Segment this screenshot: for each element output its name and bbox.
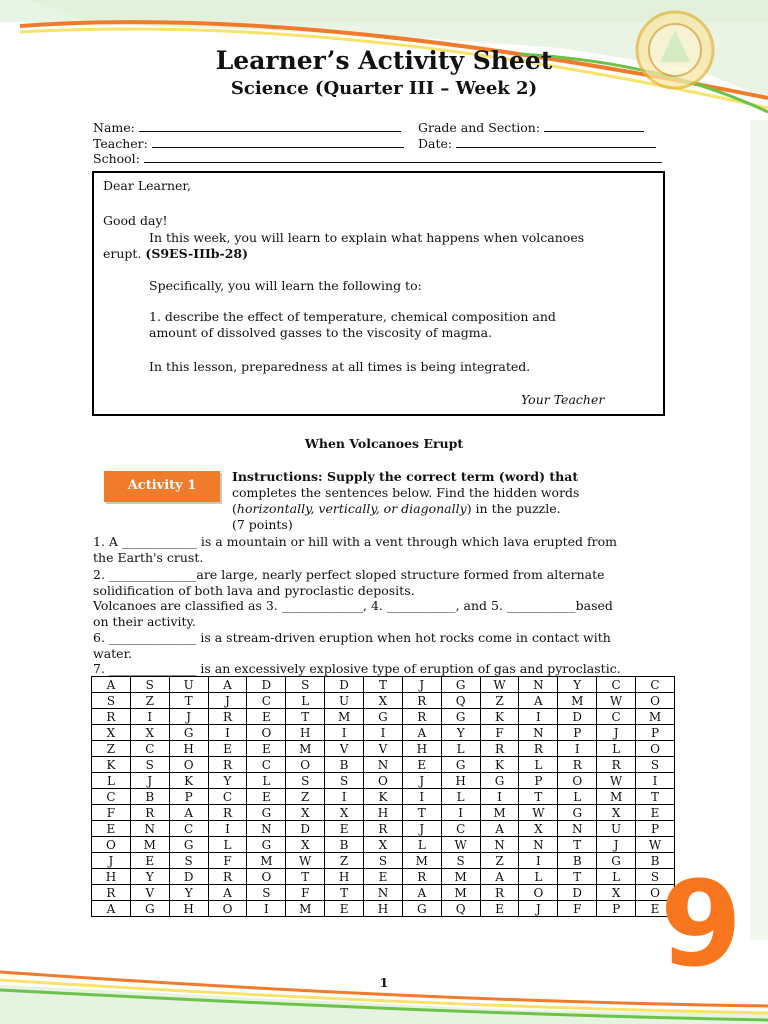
puzzle-cell[interactable]: Y — [441, 725, 480, 741]
instructions-directions: horizontally, vertically, or diagonally — [236, 501, 467, 516]
question-3-5-line-a: Volcanoes are classified as 3. _____________, 4. ___________, and 5. ___________based — [93, 598, 613, 613]
puzzle-cell[interactable]: M — [402, 853, 441, 869]
puzzle-cell[interactable]: Y — [169, 885, 208, 901]
puzzle-cell[interactable]: E — [247, 789, 286, 805]
puzzle-cell[interactable]: M — [558, 693, 597, 709]
puzzle-cell[interactable]: G — [441, 757, 480, 773]
puzzle-cell[interactable]: E — [636, 805, 675, 821]
puzzle-cell[interactable]: U — [169, 677, 208, 693]
puzzle-cell[interactable]: G — [480, 773, 519, 789]
puzzle-cell[interactable]: D — [325, 677, 364, 693]
puzzle-cell[interactable]: J — [519, 901, 558, 917]
puzzle-cell[interactable]: M — [441, 885, 480, 901]
puzzle-row — [92, 677, 675, 693]
puzzle-cell[interactable]: C — [169, 821, 208, 837]
question-3-5-line-b: on their activity. — [93, 614, 196, 629]
puzzle-row — [92, 741, 675, 757]
puzzle-cell[interactable]: R — [208, 757, 247, 773]
puzzle-cell[interactable]: I — [208, 725, 247, 741]
puzzle-cell[interactable]: R — [364, 821, 403, 837]
puzzle-cell[interactable]: W — [597, 773, 636, 789]
puzzle-cell[interactable]: C — [597, 709, 636, 725]
puzzle-cell[interactable]: O — [92, 837, 131, 853]
puzzle-cell[interactable]: J — [92, 853, 131, 869]
puzzle-cell[interactable]: R — [130, 805, 169, 821]
puzzle-cell[interactable]: R — [402, 693, 441, 709]
question-7 — [93, 661, 673, 677]
puzzle-cell[interactable]: W — [286, 853, 325, 869]
puzzle-cell[interactable]: S — [636, 869, 675, 885]
puzzle-cell[interactable]: E — [208, 741, 247, 757]
puzzle-cell[interactable]: E — [247, 741, 286, 757]
puzzle-cell[interactable]: C — [636, 677, 675, 693]
puzzle-cell[interactable]: G — [441, 677, 480, 693]
puzzle-cell[interactable]: J — [208, 693, 247, 709]
question-7-line: 7. ______________ is an excessively explosive type of eruption of gas and pyroclastic. — [93, 661, 621, 676]
puzzle-cell[interactable]: B — [636, 853, 675, 869]
instructions-bold: Instructions: Supply the correct term (word) that — [232, 469, 579, 484]
puzzle-cell[interactable]: G — [364, 709, 403, 725]
letter-signature: Your Teacher — [521, 392, 605, 407]
puzzle-cell[interactable]: L — [441, 789, 480, 805]
puzzle-cell[interactable]: J — [402, 773, 441, 789]
puzzle-cell[interactable]: N — [558, 821, 597, 837]
puzzle-cell[interactable]: L — [247, 773, 286, 789]
puzzle-cell[interactable]: K — [92, 757, 131, 773]
puzzle-cell[interactable]: H — [325, 869, 364, 885]
puzzle-cell[interactable]: R — [208, 869, 247, 885]
puzzle-cell[interactable]: L — [597, 869, 636, 885]
puzzle-row — [92, 837, 675, 853]
name-label: Name: — [93, 120, 135, 135]
teacher-field[interactable] — [93, 136, 404, 151]
puzzle-cell[interactable]: G — [130, 901, 169, 917]
puzzle-cell[interactable]: S — [286, 773, 325, 789]
puzzle-cell[interactable]: H — [286, 725, 325, 741]
puzzle-cell[interactable]: L — [92, 773, 131, 789]
puzzle-cell[interactable]: L — [286, 693, 325, 709]
puzzle-cell[interactable]: A — [92, 901, 131, 917]
puzzle-cell[interactable]: I — [325, 725, 364, 741]
puzzle-cell[interactable]: D — [558, 709, 597, 725]
puzzle-cell[interactable]: D — [286, 821, 325, 837]
puzzle-cell[interactable]: H — [441, 773, 480, 789]
puzzle-cell[interactable]: Z — [325, 853, 364, 869]
puzzle-cell[interactable]: Z — [92, 741, 131, 757]
puzzle-cell[interactable]: R — [402, 869, 441, 885]
letter-objective-1a: 1. describe the effect of temperature, chemical composition and — [149, 309, 556, 324]
puzzle-cell[interactable]: V — [130, 885, 169, 901]
puzzle-cell[interactable]: O — [519, 885, 558, 901]
puzzle-cell[interactable]: W — [519, 805, 558, 821]
puzzle-cell[interactable]: N — [519, 725, 558, 741]
puzzle-cell[interactable]: T — [558, 837, 597, 853]
puzzle-cell[interactable]: Z — [480, 853, 519, 869]
puzzle-cell[interactable]: I — [247, 901, 286, 917]
puzzle-cell[interactable]: E — [247, 709, 286, 725]
puzzle-cell[interactable]: O — [364, 773, 403, 789]
puzzle-cell[interactable]: E — [402, 757, 441, 773]
section-title: When Volcanoes Erupt — [304, 436, 464, 451]
competency-code: (S9ES-IIIb-28) — [145, 246, 249, 261]
puzzle-cell[interactable]: H — [402, 741, 441, 757]
grade-section-field[interactable] — [418, 120, 644, 135]
puzzle-row — [92, 901, 675, 917]
puzzle-cell[interactable]: X — [130, 725, 169, 741]
puzzle-cell[interactable]: Z — [130, 693, 169, 709]
letter-good-day: Good day! — [103, 213, 168, 228]
puzzle-cell[interactable]: L — [558, 789, 597, 805]
puzzle-cell[interactable]: O — [558, 773, 597, 789]
activity-instructions — [232, 469, 640, 533]
puzzle-cell[interactable]: O — [169, 757, 208, 773]
puzzle-cell[interactable]: M — [480, 805, 519, 821]
instructions-points: (7 points) — [232, 517, 293, 532]
question-2 — [93, 567, 673, 599]
puzzle-cell[interactable]: J — [402, 821, 441, 837]
puzzle-cell[interactable]: M — [286, 901, 325, 917]
teacher-line — [152, 136, 404, 148]
school-label: School: — [93, 151, 140, 166]
puzzle-cell[interactable]: L — [519, 757, 558, 773]
puzzle-cell[interactable]: F — [208, 853, 247, 869]
puzzle-cell[interactable]: S — [130, 757, 169, 773]
puzzle-cell[interactable]: X — [364, 693, 403, 709]
puzzle-cell[interactable]: H — [169, 901, 208, 917]
puzzle-cell[interactable]: Y — [558, 677, 597, 693]
puzzle-cell[interactable]: M — [597, 789, 636, 805]
puzzle-cell[interactable]: K — [364, 789, 403, 805]
puzzle-cell[interactable]: X — [286, 837, 325, 853]
puzzle-row — [92, 869, 675, 885]
puzzle-cell[interactable]: S — [92, 693, 131, 709]
puzzle-cell[interactable]: S — [130, 677, 169, 693]
puzzle-cell[interactable]: P — [636, 821, 675, 837]
puzzle-cell[interactable]: P — [636, 725, 675, 741]
puzzle-cell[interactable]: H — [364, 805, 403, 821]
puzzle-cell[interactable]: D — [247, 677, 286, 693]
puzzle-row — [92, 789, 675, 805]
puzzle-cell[interactable]: I — [402, 789, 441, 805]
page-number: 1 — [379, 975, 389, 990]
puzzle-cell[interactable]: K — [480, 757, 519, 773]
instructions-line-2: completes the sentences below. Find the hidden words — [232, 485, 580, 500]
puzzle-cell[interactable]: F — [558, 901, 597, 917]
puzzle-cell[interactable]: A — [208, 885, 247, 901]
puzzle-cell[interactable]: R — [208, 709, 247, 725]
puzzle-cell[interactable]: T — [169, 693, 208, 709]
puzzle-cell[interactable]: U — [325, 693, 364, 709]
puzzle-cell[interactable]: L — [597, 741, 636, 757]
puzzle-cell[interactable]: J — [597, 725, 636, 741]
puzzle-cell[interactable]: C — [208, 789, 247, 805]
puzzle-cell[interactable]: E — [636, 901, 675, 917]
school-line — [144, 151, 662, 163]
puzzle-row — [92, 693, 675, 709]
question-1-line-a: 1. A ____________ is a mountain or hill with a vent through which lava erupted from — [93, 534, 617, 549]
puzzle-cell[interactable]: X — [92, 725, 131, 741]
puzzle-cell[interactable]: T — [286, 869, 325, 885]
puzzle-cell[interactable]: B — [558, 853, 597, 869]
puzzle-cell[interactable]: X — [597, 885, 636, 901]
puzzle-cell[interactable]: F — [92, 805, 131, 821]
puzzle-cell[interactable]: A — [480, 869, 519, 885]
puzzle-cell[interactable]: C — [597, 677, 636, 693]
word-search-puzzle — [91, 676, 675, 917]
puzzle-cell[interactable]: H — [169, 741, 208, 757]
puzzle-cell[interactable]: P — [519, 773, 558, 789]
puzzle-cell[interactable]: C — [441, 821, 480, 837]
puzzle-cell[interactable]: E — [364, 869, 403, 885]
letter-greeting: Dear Learner, — [103, 178, 191, 193]
puzzle-cell[interactable]: R — [92, 885, 131, 901]
puzzle-cell[interactable]: C — [130, 741, 169, 757]
grade-section-label: Grade and Section: — [418, 120, 541, 135]
dear-learner-letter — [92, 171, 665, 416]
puzzle-cell[interactable]: G — [247, 805, 286, 821]
puzzle-cell[interactable]: Q — [441, 901, 480, 917]
puzzle-cell[interactable]: P — [597, 901, 636, 917]
puzzle-cell[interactable]: K — [169, 773, 208, 789]
puzzle-cell[interactable]: J — [130, 773, 169, 789]
question-6-line-b: water. — [93, 646, 133, 661]
puzzle-row — [92, 709, 675, 725]
puzzle-cell[interactable]: O — [247, 725, 286, 741]
puzzle-cell[interactable]: B — [325, 757, 364, 773]
puzzle-cell[interactable]: N — [364, 885, 403, 901]
puzzle-cell[interactable]: X — [286, 805, 325, 821]
puzzle-cell[interactable]: P — [558, 725, 597, 741]
puzzle-cell[interactable]: D — [558, 885, 597, 901]
puzzle-cell[interactable]: T — [558, 869, 597, 885]
puzzle-cell[interactable]: D — [169, 869, 208, 885]
puzzle-cell[interactable]: N — [519, 677, 558, 693]
puzzle-cell[interactable]: I — [519, 709, 558, 725]
puzzle-cell[interactable]: S — [247, 885, 286, 901]
puzzle-cell[interactable]: A — [402, 725, 441, 741]
date-field[interactable] — [418, 136, 656, 151]
puzzle-cell[interactable]: M — [247, 853, 286, 869]
puzzle-cell[interactable]: I — [519, 853, 558, 869]
puzzle-cell[interactable]: I — [325, 789, 364, 805]
puzzle-cell[interactable]: M — [286, 741, 325, 757]
puzzle-row — [92, 757, 675, 773]
date-line — [456, 136, 656, 148]
paren-open: ( — [232, 501, 237, 516]
grade-level-number: 9 — [660, 855, 743, 993]
puzzle-cell[interactable]: Z — [480, 693, 519, 709]
puzzle-cell[interactable]: F — [480, 725, 519, 741]
question-6-line-a: 6. ______________ is a stream-driven eruption when hot rocks come in contact with — [93, 630, 611, 645]
puzzle-cell[interactable]: S — [169, 853, 208, 869]
puzzle-cell[interactable]: I — [636, 773, 675, 789]
puzzle-row — [92, 805, 675, 821]
puzzle-cell[interactable]: I — [441, 805, 480, 821]
puzzle-cell[interactable]: N — [130, 821, 169, 837]
puzzle-cell[interactable]: W — [636, 837, 675, 853]
puzzle-cell[interactable]: T — [519, 789, 558, 805]
puzzle-cell[interactable]: X — [325, 805, 364, 821]
puzzle-cell[interactable]: W — [597, 693, 636, 709]
puzzle-cell[interactable]: R — [480, 885, 519, 901]
puzzle-cell[interactable]: Q — [441, 693, 480, 709]
puzzle-cell[interactable]: C — [247, 757, 286, 773]
puzzle-cell[interactable]: R — [597, 757, 636, 773]
puzzle-cell[interactable]: A — [169, 805, 208, 821]
puzzle-cell[interactable]: J — [169, 709, 208, 725]
puzzle-cell[interactable]: M — [636, 709, 675, 725]
puzzle-cell[interactable]: Z — [286, 789, 325, 805]
question-3-5 — [93, 598, 673, 630]
puzzle-cell[interactable]: Y — [130, 869, 169, 885]
puzzle-cell[interactable]: H — [92, 869, 131, 885]
puzzle-cell[interactable]: G — [169, 837, 208, 853]
puzzle-cell[interactable]: E — [325, 821, 364, 837]
puzzle-cell[interactable]: G — [402, 901, 441, 917]
puzzle-cell[interactable]: A — [208, 677, 247, 693]
puzzle-cell[interactable]: M — [130, 837, 169, 853]
puzzle-cell[interactable]: R — [519, 741, 558, 757]
question-1-line-b: the Earth's crust. — [93, 550, 204, 565]
puzzle-cell[interactable]: X — [597, 805, 636, 821]
puzzle-cell[interactable]: O — [636, 885, 675, 901]
puzzle-row — [92, 725, 675, 741]
puzzle-cell[interactable]: W — [480, 677, 519, 693]
puzzle-cell[interactable]: F — [286, 885, 325, 901]
puzzle-cell[interactable]: S — [325, 773, 364, 789]
puzzle-cell[interactable]: N — [247, 821, 286, 837]
puzzle-cell[interactable]: V — [364, 741, 403, 757]
puzzle-cell[interactable]: O — [636, 741, 675, 757]
page-subtitle: Science (Quarter III – Week 2) — [230, 78, 538, 99]
puzzle-cell[interactable]: E — [130, 853, 169, 869]
puzzle-cell[interactable]: N — [480, 837, 519, 853]
puzzle-cell[interactable]: L — [208, 837, 247, 853]
puzzle-cell[interactable]: B — [130, 789, 169, 805]
puzzle-cell[interactable]: T — [636, 789, 675, 805]
question-2-line-b: solidification of both lava and pyroclastic deposits. — [93, 583, 415, 598]
name-line — [139, 120, 401, 132]
page-title: Learner’s Activity Sheet — [215, 46, 553, 75]
puzzle-cell[interactable]: I — [130, 709, 169, 725]
puzzle-cell[interactable]: B — [325, 837, 364, 853]
puzzle-cell[interactable]: G — [247, 837, 286, 853]
puzzle-cell[interactable]: S — [636, 757, 675, 773]
puzzle-cell[interactable]: X — [364, 837, 403, 853]
puzzle-cell[interactable]: A — [480, 821, 519, 837]
puzzle-cell[interactable]: T — [286, 709, 325, 725]
puzzle-cell[interactable]: O — [247, 869, 286, 885]
puzzle-cell[interactable]: J — [402, 677, 441, 693]
instructions-after: ) in the puzzle. — [466, 501, 561, 516]
letter-integrated: In this lesson, preparedness at all times is being integrated. — [149, 359, 531, 374]
puzzle-cell[interactable]: R — [402, 709, 441, 725]
puzzle-cell[interactable]: R — [208, 805, 247, 821]
puzzle-cell[interactable]: H — [364, 901, 403, 917]
puzzle-cell[interactable]: G — [441, 709, 480, 725]
puzzle-cell[interactable]: M — [325, 709, 364, 725]
puzzle-cell[interactable]: L — [402, 837, 441, 853]
puzzle-cell[interactable]: T — [402, 805, 441, 821]
puzzle-cell[interactable]: R — [480, 741, 519, 757]
puzzle-cell[interactable]: T — [364, 677, 403, 693]
puzzle-cell[interactable]: Y — [208, 773, 247, 789]
puzzle-row — [92, 885, 675, 901]
puzzle-cell[interactable]: G — [597, 853, 636, 869]
letter-line-2 — [103, 246, 248, 261]
activity-badge: Activity 1 — [104, 471, 220, 502]
puzzle-cell[interactable]: O — [636, 693, 675, 709]
puzzle-row — [92, 853, 675, 869]
puzzle-cell[interactable]: U — [597, 821, 636, 837]
puzzle-cell[interactable]: N — [364, 757, 403, 773]
puzzle-cell[interactable]: I — [208, 821, 247, 837]
school-field[interactable] — [93, 151, 662, 166]
puzzle-cell[interactable]: C — [247, 693, 286, 709]
puzzle-cell[interactable]: E — [480, 901, 519, 917]
puzzle-cell[interactable]: A — [402, 885, 441, 901]
puzzle-cell[interactable]: K — [480, 709, 519, 725]
puzzle-cell[interactable]: E — [325, 901, 364, 917]
puzzle-cell[interactable]: N — [519, 837, 558, 853]
puzzle-cell[interactable]: R — [558, 757, 597, 773]
puzzle-cell[interactable]: C — [92, 789, 131, 805]
grade-section-line — [544, 120, 644, 132]
puzzle-cell[interactable]: E — [92, 821, 131, 837]
puzzle-cell[interactable]: I — [364, 725, 403, 741]
letter-line-1: In this week, you will learn to explain what happens when volcanoes — [149, 230, 585, 245]
puzzle-cell[interactable]: I — [480, 789, 519, 805]
puzzle-row — [92, 821, 675, 837]
puzzle-cell[interactable]: R — [92, 709, 131, 725]
instructions-line-3 — [232, 501, 640, 517]
puzzle-cell[interactable]: I — [558, 741, 597, 757]
question-1 — [93, 534, 673, 566]
puzzle-cell[interactable]: L — [519, 869, 558, 885]
puzzle-cell[interactable]: J — [597, 837, 636, 853]
puzzle-row — [92, 773, 675, 789]
puzzle-cell[interactable]: X — [519, 821, 558, 837]
puzzle-cell[interactable]: A — [519, 693, 558, 709]
puzzle-cell[interactable]: A — [92, 677, 131, 693]
teacher-label: Teacher: — [93, 136, 148, 151]
puzzle-cell[interactable]: W — [441, 837, 480, 853]
letter-objective-1b: amount of dissolved gasses to the viscosity of magma. — [149, 325, 493, 340]
puzzle-cell[interactable]: P — [169, 789, 208, 805]
puzzle-cell[interactable]: G — [558, 805, 597, 821]
puzzle-cell[interactable]: S — [441, 853, 480, 869]
puzzle-cell[interactable]: G — [169, 725, 208, 741]
question-2-line-a: 2. ______________are large, nearly perfect sloped structure formed from alternate — [93, 567, 605, 582]
name-field[interactable] — [93, 120, 401, 135]
date-label: Date: — [418, 136, 453, 151]
puzzle-cell[interactable]: O — [208, 901, 247, 917]
puzzle-cell[interactable]: O — [286, 757, 325, 773]
puzzle-cell[interactable]: L — [441, 741, 480, 757]
letter-erupt: erupt. — [103, 246, 142, 261]
question-6 — [93, 630, 673, 662]
puzzle-cell[interactable]: S — [364, 853, 403, 869]
puzzle-cell[interactable]: S — [286, 677, 325, 693]
puzzle-cell[interactable]: T — [325, 885, 364, 901]
letter-specific: Specifically, you will learn the following to: — [149, 278, 422, 293]
puzzle-cell[interactable]: V — [325, 741, 364, 757]
puzzle-cell[interactable]: M — [441, 869, 480, 885]
